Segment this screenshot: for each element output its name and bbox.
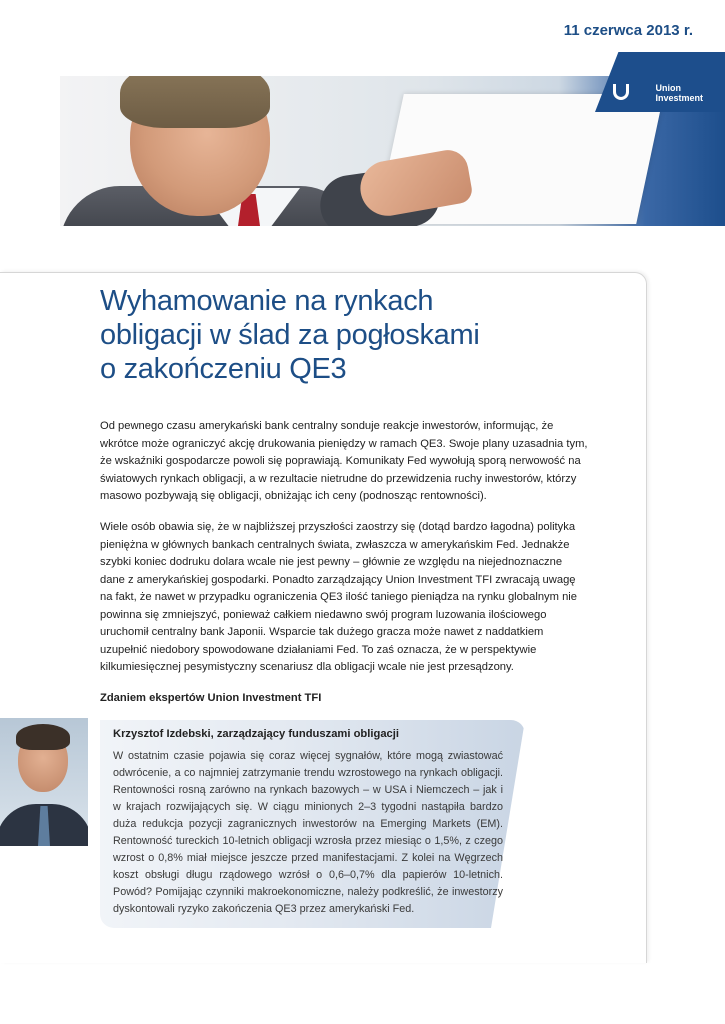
portrait-hair (16, 724, 70, 750)
article-title (100, 284, 580, 386)
man-hair-illustration (120, 76, 270, 128)
title-line-1: Wyhamowanie na rynkach (100, 285, 434, 317)
document-date: 11 czerwca 2013 r. (563, 22, 693, 39)
logo-text (655, 83, 703, 103)
title-line-2: obligacji w ślad za pogłoskami (100, 319, 480, 351)
quote-author: Krzysztof Izdebski, zarządzający funduszami obligacji (113, 728, 399, 740)
logo-line-1: Union (655, 83, 681, 93)
quote-text: W ostatnim czasie pojawia się coraz więcej sygnałów, które mogą zwiastować odwrócenie, a co najmniej zatrzymanie trendu wzrostowego na rynkach obligacji. Rentowności rosną zarówno na rynkach bazowych – w USA i Niemczech – jak i w krajach rozwijających się. W ciągu minionych 2–3 tygodni nastąpiła bardzo duża redukcja pozycji zagranicznych inwestorów na Emerging Markets (EM). Rentowność tureckich 10-letnich obligacji wzrosła przez miesiąc o 1,5%, z czego wzrost o 0,8% miał miejsce jeszcze przed manifestacjami. Z kolei na Węgrzech koszt obsługi długu rządowego wzrósł o 0,6–0,7% dla papierów 10-letnich. Powód? Pomijając czynniki makroekonomiczne, należy podkreślić, że inwestorzy dyskontowali ryzyko zakończenia QE3 przez amerykański Fed. (113, 750, 503, 915)
article-paragraph-2: Wiele osób obawia się, że w najbliższej przyszłości zaostrzy się (dotąd bardzo łagodna) polityka pieniężna w głównych bankach centralnych świata, zwłaszcza w amerykańskim Fed. Jednakże szybki koniec dodruku dolara wcale nie jest pewny – głównie ze względu na niejednoznaczne dane z amerykańskiej gospodarki. Ponadto zarządzający Union Investment TFI zwracają uwagę na fakt, że nawet w przypadku ograniczenia QE3 ilość taniego pieniądza na rynku globalnym nie powinna się zmniejszyć, ponieważ całkiem niedawno swój program luzowania ilościowego uruchomił centralny bank Japonii. Wsparcie tak dużego gracza może nawet z naddatkiem uzupełnić niedobory spowodowane działaniami Fed. To zaś oznacza, że w perspektywie kilkumiesięcznej pesymistyczny scenariusz dla obligacji wcale nie jest przesądzony. (100, 521, 577, 673)
logo-tab (595, 52, 725, 112)
expert-portrait-photo (0, 718, 88, 846)
union-investment-logo-icon (613, 84, 629, 100)
article-paragraph-1: Od pewnego czasu amerykański bank centralny sonduje reakcje inwestorów, informując, że wkrótce może ograniczyć akcję drukowania pieniędzy w ramach QE3. Swoje plany uzasadnia tym, że wskaźniki gospodarcze powoli się poprawiają. Komunikaty Fed wywołują sporą nerwowość na światowych rynkach obligacji, a w rezultacie nietrudne do przewidzenia ruchy inwestorów, którzy masowo pozbywają się obligacji, obniżając ich ceny (podnosząc rentowności). (100, 420, 588, 502)
logo-line-2: Investment (655, 93, 703, 103)
title-line-3: o zakończeniu QE3 (100, 353, 347, 385)
experts-heading: Zdaniem ekspertów Union Investment TFI (100, 692, 322, 704)
